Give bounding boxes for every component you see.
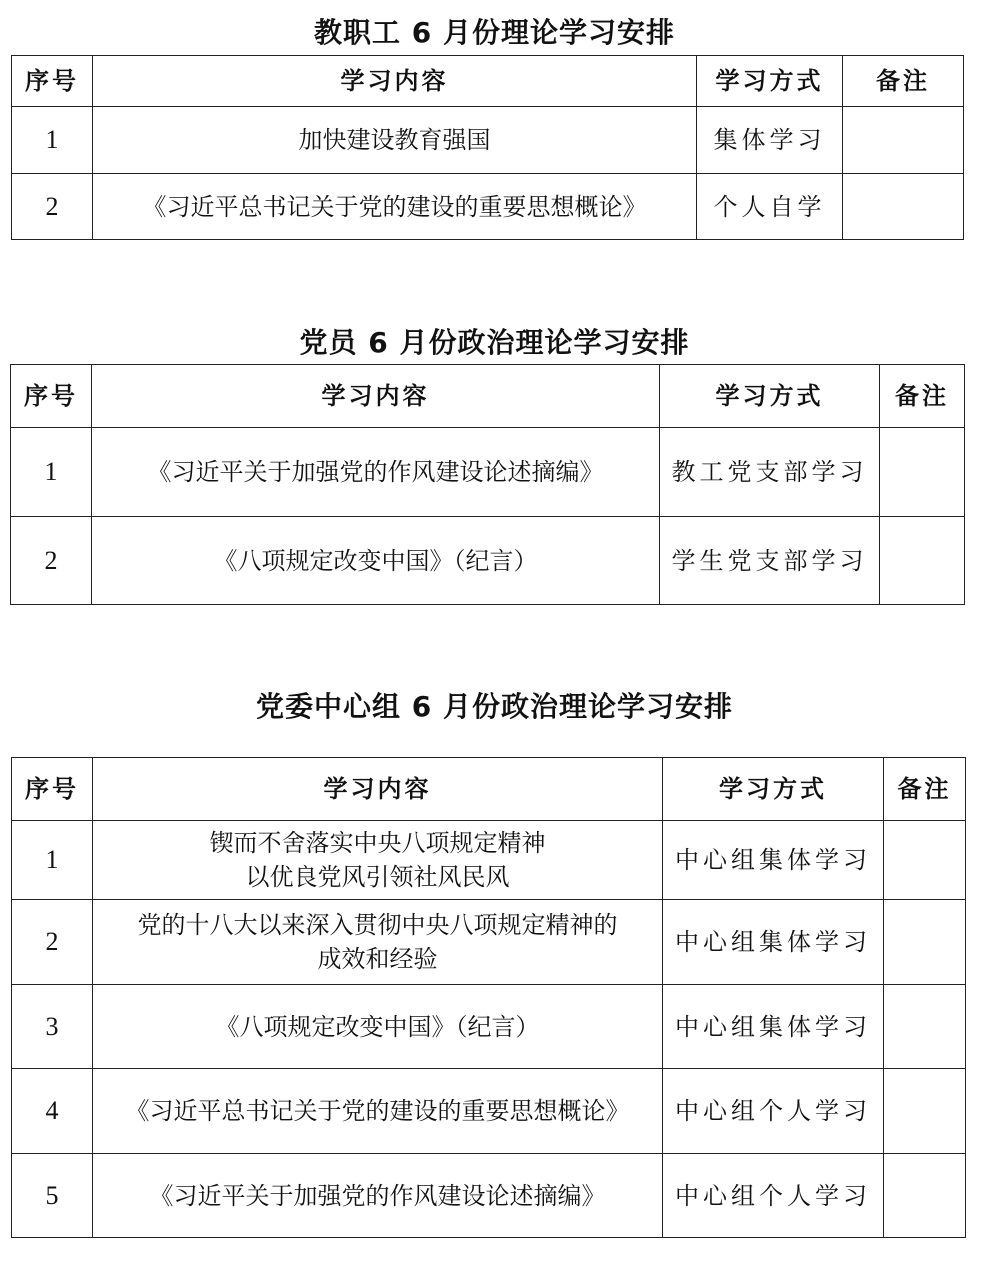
header-seq: 序号 — [11, 365, 92, 428]
table-row — [12, 985, 966, 1069]
row-content-line: 锲而不舍落实中央八项规定精神 — [209, 829, 546, 857]
row-content: 《习近平总书记关于党的建设的重要思想概论》 — [93, 174, 697, 240]
row-note — [884, 1069, 966, 1154]
table-row — [11, 428, 965, 517]
row-method: 中心组集体学习 — [663, 821, 884, 900]
header-seq: 序号 — [12, 56, 93, 107]
header-content: 学习内容 — [92, 365, 660, 428]
row-note — [884, 900, 966, 985]
header-note: 备注 — [880, 365, 965, 428]
party-committee-study-table — [11, 757, 966, 1238]
row-content-line: 以优良党风引领社风民风 — [245, 863, 510, 891]
row-method: 中心组集体学习 — [663, 900, 884, 985]
row-seq: 2 — [12, 174, 93, 240]
row-note — [880, 428, 965, 517]
row-note — [843, 174, 964, 240]
row-content: 《八项规定改变中国》（纪言） — [93, 985, 663, 1069]
row-seq: 5 — [12, 1154, 93, 1238]
table-header-row — [12, 758, 966, 821]
row-seq: 1 — [12, 107, 93, 174]
row-content-line: 成效和经验 — [317, 945, 438, 973]
table-row — [12, 174, 964, 240]
table-title-staff: 教职工 6 月份理论学习安排 — [314, 16, 675, 49]
party-member-study-table — [10, 364, 965, 605]
row-method: 中心组个人学习 — [663, 1069, 884, 1154]
table-row — [12, 1154, 966, 1238]
row-note — [884, 985, 966, 1069]
row-content — [93, 900, 663, 985]
row-method: 教工党支部学习 — [660, 428, 880, 517]
header-method: 学习方式 — [697, 56, 843, 107]
row-method: 学生党支部学习 — [660, 517, 880, 605]
row-seq: 3 — [12, 985, 93, 1069]
header-seq: 序号 — [12, 758, 93, 821]
row-seq: 2 — [11, 517, 92, 605]
row-seq: 1 — [11, 428, 92, 517]
header-content: 学习内容 — [93, 758, 663, 821]
row-content-line: 党的十八大以来深入贯彻中央八项规定精神的 — [137, 911, 618, 939]
row-note — [884, 1154, 966, 1238]
row-content: 《习近平关于加强党的作风建设论述摘编》 — [93, 1154, 663, 1238]
table-title-party-members: 党员 6 月份政治理论学习安排 — [299, 326, 690, 359]
row-method: 中心组集体学习 — [663, 985, 884, 1069]
row-note — [880, 517, 965, 605]
row-content: 《习近平总书记关于党的建设的重要思想概论》 — [93, 1069, 663, 1154]
table-row — [12, 821, 966, 900]
row-method: 集体学习 — [697, 107, 843, 174]
header-method: 学习方式 — [660, 365, 880, 428]
row-content: 《八项规定改变中国》（纪言） — [92, 517, 660, 605]
staff-study-table — [11, 55, 964, 240]
table-row — [11, 517, 965, 605]
header-content: 学习内容 — [93, 56, 697, 107]
row-method: 中心组个人学习 — [663, 1154, 884, 1238]
row-seq: 4 — [12, 1069, 93, 1154]
header-note: 备注 — [843, 56, 964, 107]
header-note: 备注 — [884, 758, 966, 821]
table-row — [12, 900, 966, 985]
table-row — [12, 107, 964, 174]
table-header-row — [12, 56, 964, 107]
table-row — [12, 1069, 966, 1154]
header-method: 学习方式 — [663, 758, 884, 821]
table-title-party-committee: 党委中心组 6 月份政治理论学习安排 — [256, 690, 733, 723]
row-note — [884, 821, 966, 900]
row-seq: 1 — [12, 821, 93, 900]
row-content — [93, 821, 663, 900]
row-content: 《习近平关于加强党的作风建设论述摘编》 — [92, 428, 660, 517]
table-header-row — [11, 365, 965, 428]
row-method: 个人自学 — [697, 174, 843, 240]
row-note — [843, 107, 964, 174]
row-seq: 2 — [12, 900, 93, 985]
row-content: 加快建设教育强国 — [93, 107, 697, 174]
